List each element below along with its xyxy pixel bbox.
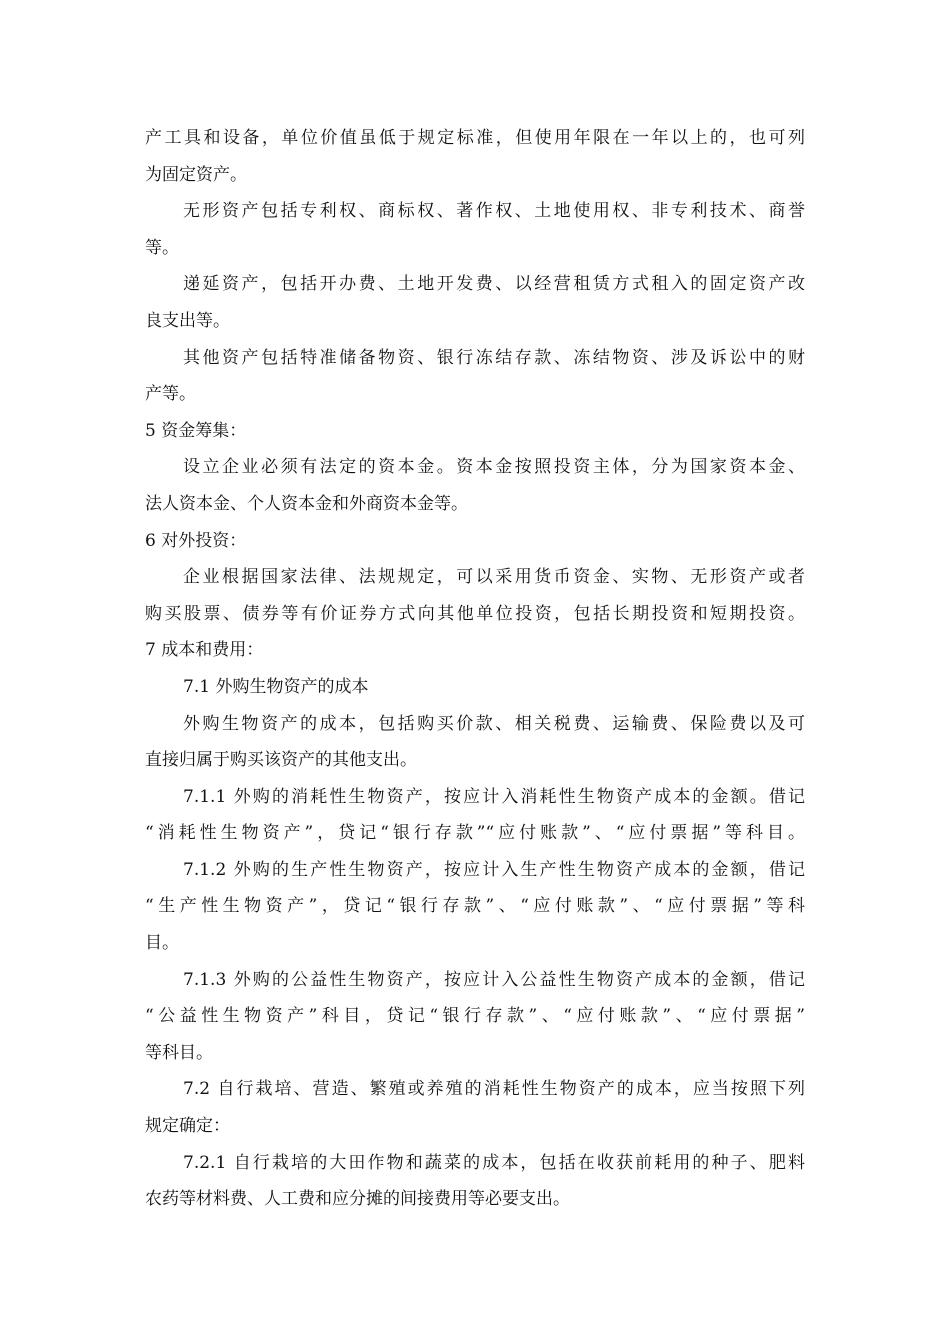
text-line: 其他资产包括特准储备物资、银行冻结存款、冻结物资、涉及诉讼中的财	[183, 347, 805, 368]
text-line: “消耗性生物资产”，贷记“银行存款”“应付账款”、“应付票据”等科目。	[145, 823, 805, 844]
text-line: 良支出等。	[145, 310, 230, 331]
text-line: 7 成本和费用：	[145, 640, 264, 661]
text-line: 7.1.1 外购的消耗性生物资产，按应计入消耗性生物资产成本的金额。借记	[183, 786, 805, 807]
text-line: 产等。	[145, 384, 196, 405]
text-line: 法人资本金、个人资本金和外商资本金等。	[145, 493, 468, 514]
text-line: 购买股票、债券等有价证券方式向其他单位投资，包括长期投资和短期投资。	[145, 603, 805, 624]
text-line: 产工具和设备，单位价值虽低于规定标准，但使用年限在一年以上的，也可列	[145, 128, 805, 148]
text-line: 递延资产，包括开办费、土地开发费、以经营租赁方式租入的固定资产改	[183, 274, 805, 295]
text-line: 外购生物资产的成本，包括购买价款、相关税费、运输费、保险费以及可	[183, 713, 805, 734]
text-line: 设立企业必须有法定的资本金。资本金按照投资主体，分为国家资本金、	[183, 457, 805, 478]
text-line: 7.2 自行栽培、营造、繁殖或养殖的消耗性生物资产的成本，应当按照下列	[183, 1079, 805, 1100]
text-line: “公益性生物资产”科目，贷记“银行存款”、“应付账款”、“应付票据”	[145, 1006, 805, 1027]
text-line: 7.1.2 外购的生产性生物资产，按应计入生产性生物资产成本的金额，借记	[183, 859, 805, 880]
document-body	[145, 120, 805, 1218]
text-line: 农药等材料费、人工费和应分摊的间接费用等必要支出。	[145, 1189, 570, 1210]
text-line: 为固定资产。	[145, 164, 247, 185]
text-line: “生产性生物资产”，贷记“银行存款”、“应付账款”、“应付票据”等科	[145, 896, 805, 917]
text-line: 5 资金筹集：	[145, 420, 247, 441]
text-line: 规定确定：	[145, 1116, 230, 1137]
text-line: 目。	[145, 933, 179, 954]
text-line: 直接归属于购买该资产的其他支出。	[145, 750, 417, 771]
text-line: 6 对外投资：	[145, 530, 247, 551]
text-line: 7.1 外购生物资产的成本	[183, 676, 369, 697]
text-line: 等。	[145, 237, 179, 258]
text-line: 7.1.3 外购的公益性生物资产，按应计入公益性生物资产成本的金额，借记	[183, 969, 805, 990]
text-line: 无形资产包括专利权、商标权、著作权、土地使用权、非专利技术、商誉	[183, 201, 805, 222]
text-line: 等科目。	[145, 1042, 213, 1063]
text-line: 7.2.1 自行栽培的大田作物和蔬菜的成本，包括在收获前耗用的种子、肥料	[183, 1152, 805, 1173]
text-line: 企业根据国家法律、法规规定，可以采用货币资金、实物、无形资产或者	[183, 567, 805, 588]
